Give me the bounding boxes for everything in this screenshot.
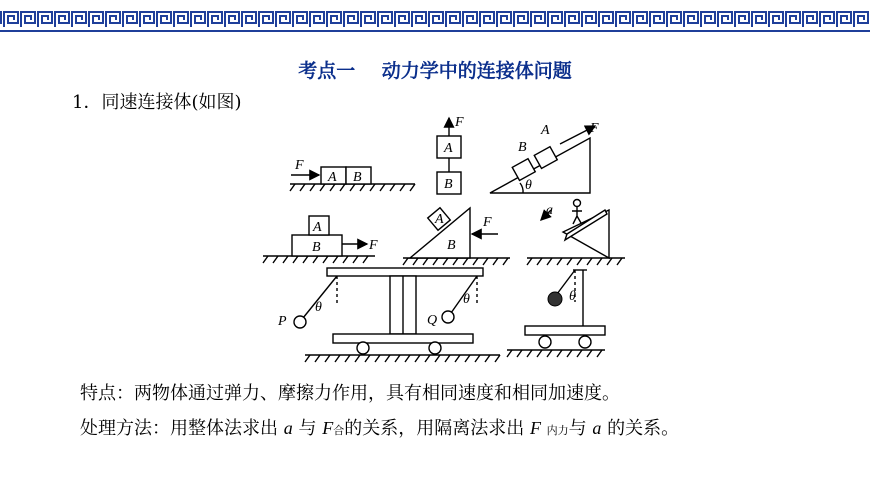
label-theta4: θ [569,289,576,304]
label-F4: F [369,238,378,253]
label-B4: B [312,240,321,255]
feature-text: 特点：两物体通过弹力、摩擦力作用，具有相同速度和相同加速度。 [80,383,620,404]
label-Q: Q [427,313,438,328]
label-A2: A [444,141,453,156]
label-F2: F [455,115,464,130]
label-theta1: θ [525,178,532,193]
sub-neili: 内力 [546,424,569,437]
label-F3: F [590,121,599,136]
label-B2: B [444,177,453,192]
word-yu: 与 [298,418,317,439]
label-F5: F [483,215,492,230]
label-a: a [546,203,553,218]
label-B5: B [447,238,456,253]
label-theta3: θ [463,292,470,307]
var-F-inner: F [529,418,541,438]
label-B3: B [518,140,527,155]
label-A5: A [435,212,444,227]
page-title: 考点一 动力学中的连接体问题 [298,60,572,82]
label-A4: A [313,220,322,235]
label-A3: A [541,123,550,138]
sub-he: 合 [333,424,345,437]
method-text-part3: 的关系。 [607,418,680,439]
connected-bodies-figure [255,110,635,366]
section-heading: 1．同速连接体(如图) [72,92,242,113]
var-a: a [283,418,293,438]
pendulum-ball [548,292,562,306]
var-F: F [322,418,334,438]
label-P: P [278,314,287,329]
label-F1: F [295,158,304,173]
label-A1: A [328,170,337,185]
decorative-border [0,0,870,34]
method-text-part1: 处理方法：用整体法求出 [80,418,278,439]
word-yu-2: 与 [568,418,587,439]
method-text [80,414,679,440]
label-theta2: θ [315,300,322,315]
label-B1: B [353,170,362,185]
method-text-part2: 的关系，用隔离法求出 [344,418,525,439]
var-a-2: a [592,418,602,438]
